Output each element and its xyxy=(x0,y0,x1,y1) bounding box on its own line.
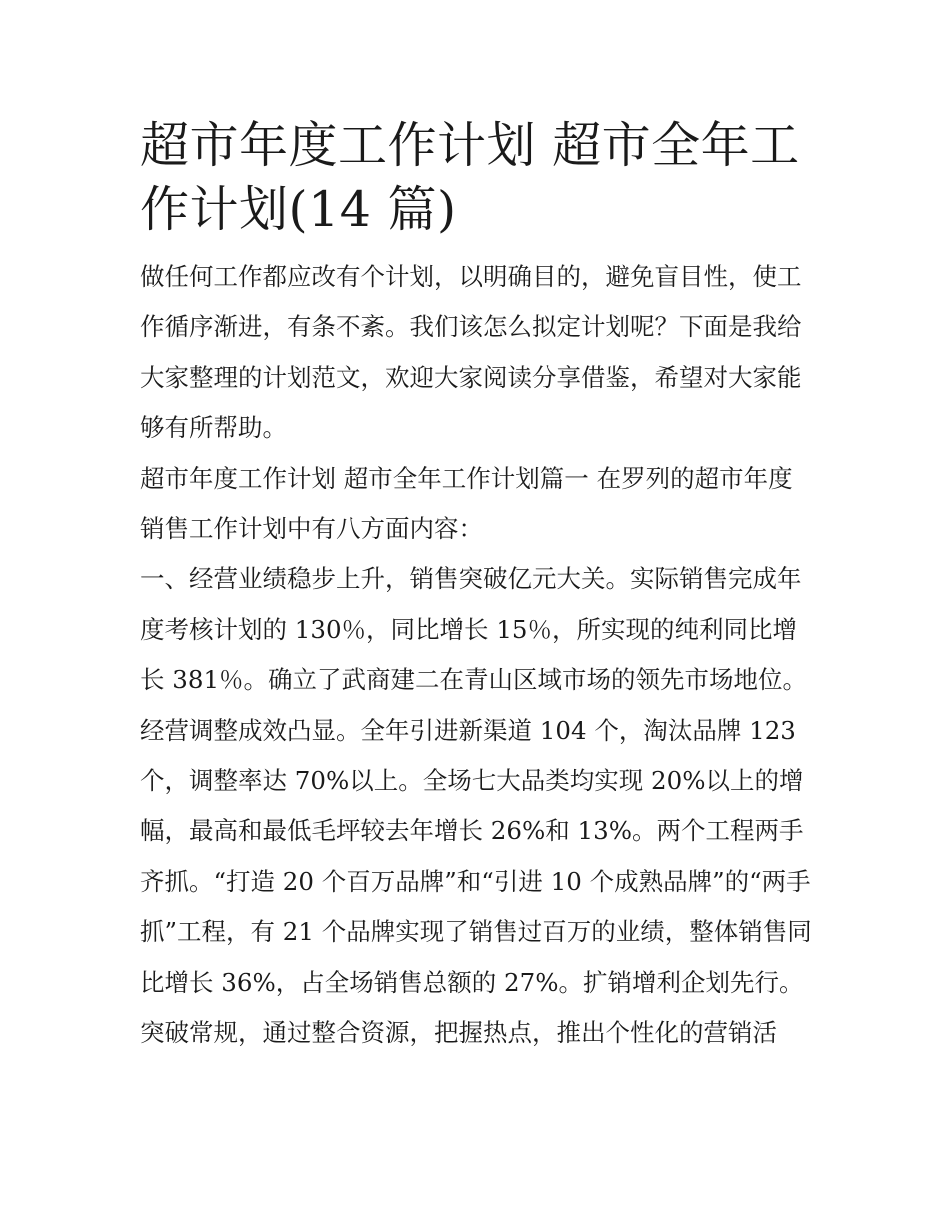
body-paragraph: 一、经营业绩稳步上升，销售突破亿元大关。实际销售完成年度考核计划的 130％，同比增长 15％，所实现的纯利同比增长 381％。确立了武商建二在青山区域市场的领先市场地位。经营调整成效凸显。全年引进新渠道 104 个，淘汰品牌 123 个，调整率达 70%以上。全场七大品类均实现 20%以上的增幅，最高和最低毛坪较去年增长 26%和 13%。两个工程两手齐抓。“打造 20 个百万品牌”和“引进 10 个成熟品牌”的“两手抓”工程，有 21 个品牌实现了销售过百万的业绩，整体销售同比增长 36%，占全场销售总额的 27%。扩销增利企划先行。突破常规，通过整合资源，把握热点，推出个性化的营销活 xyxy=(140,564,812,1048)
document-body xyxy=(140,114,812,1059)
document-title: 超市年度工作计划 超市全年工作计划(14 篇) xyxy=(140,117,800,238)
intro-paragraph: 做任何工作都应改有个计划，以明确目的，避免盲目性，使工作循序渐进，有条不紊。我们该怎么拟定计划呢？下面是我给大家整理的计划范文，欢迎大家阅读分享借鉴，希望对大家能够有所帮助。 xyxy=(140,262,802,443)
section-heading-paragraph: 超市年度工作计划 超市全年工作计划篇一 在罗列的超市年度销售工作计划中有八方面内容： xyxy=(140,463,793,544)
